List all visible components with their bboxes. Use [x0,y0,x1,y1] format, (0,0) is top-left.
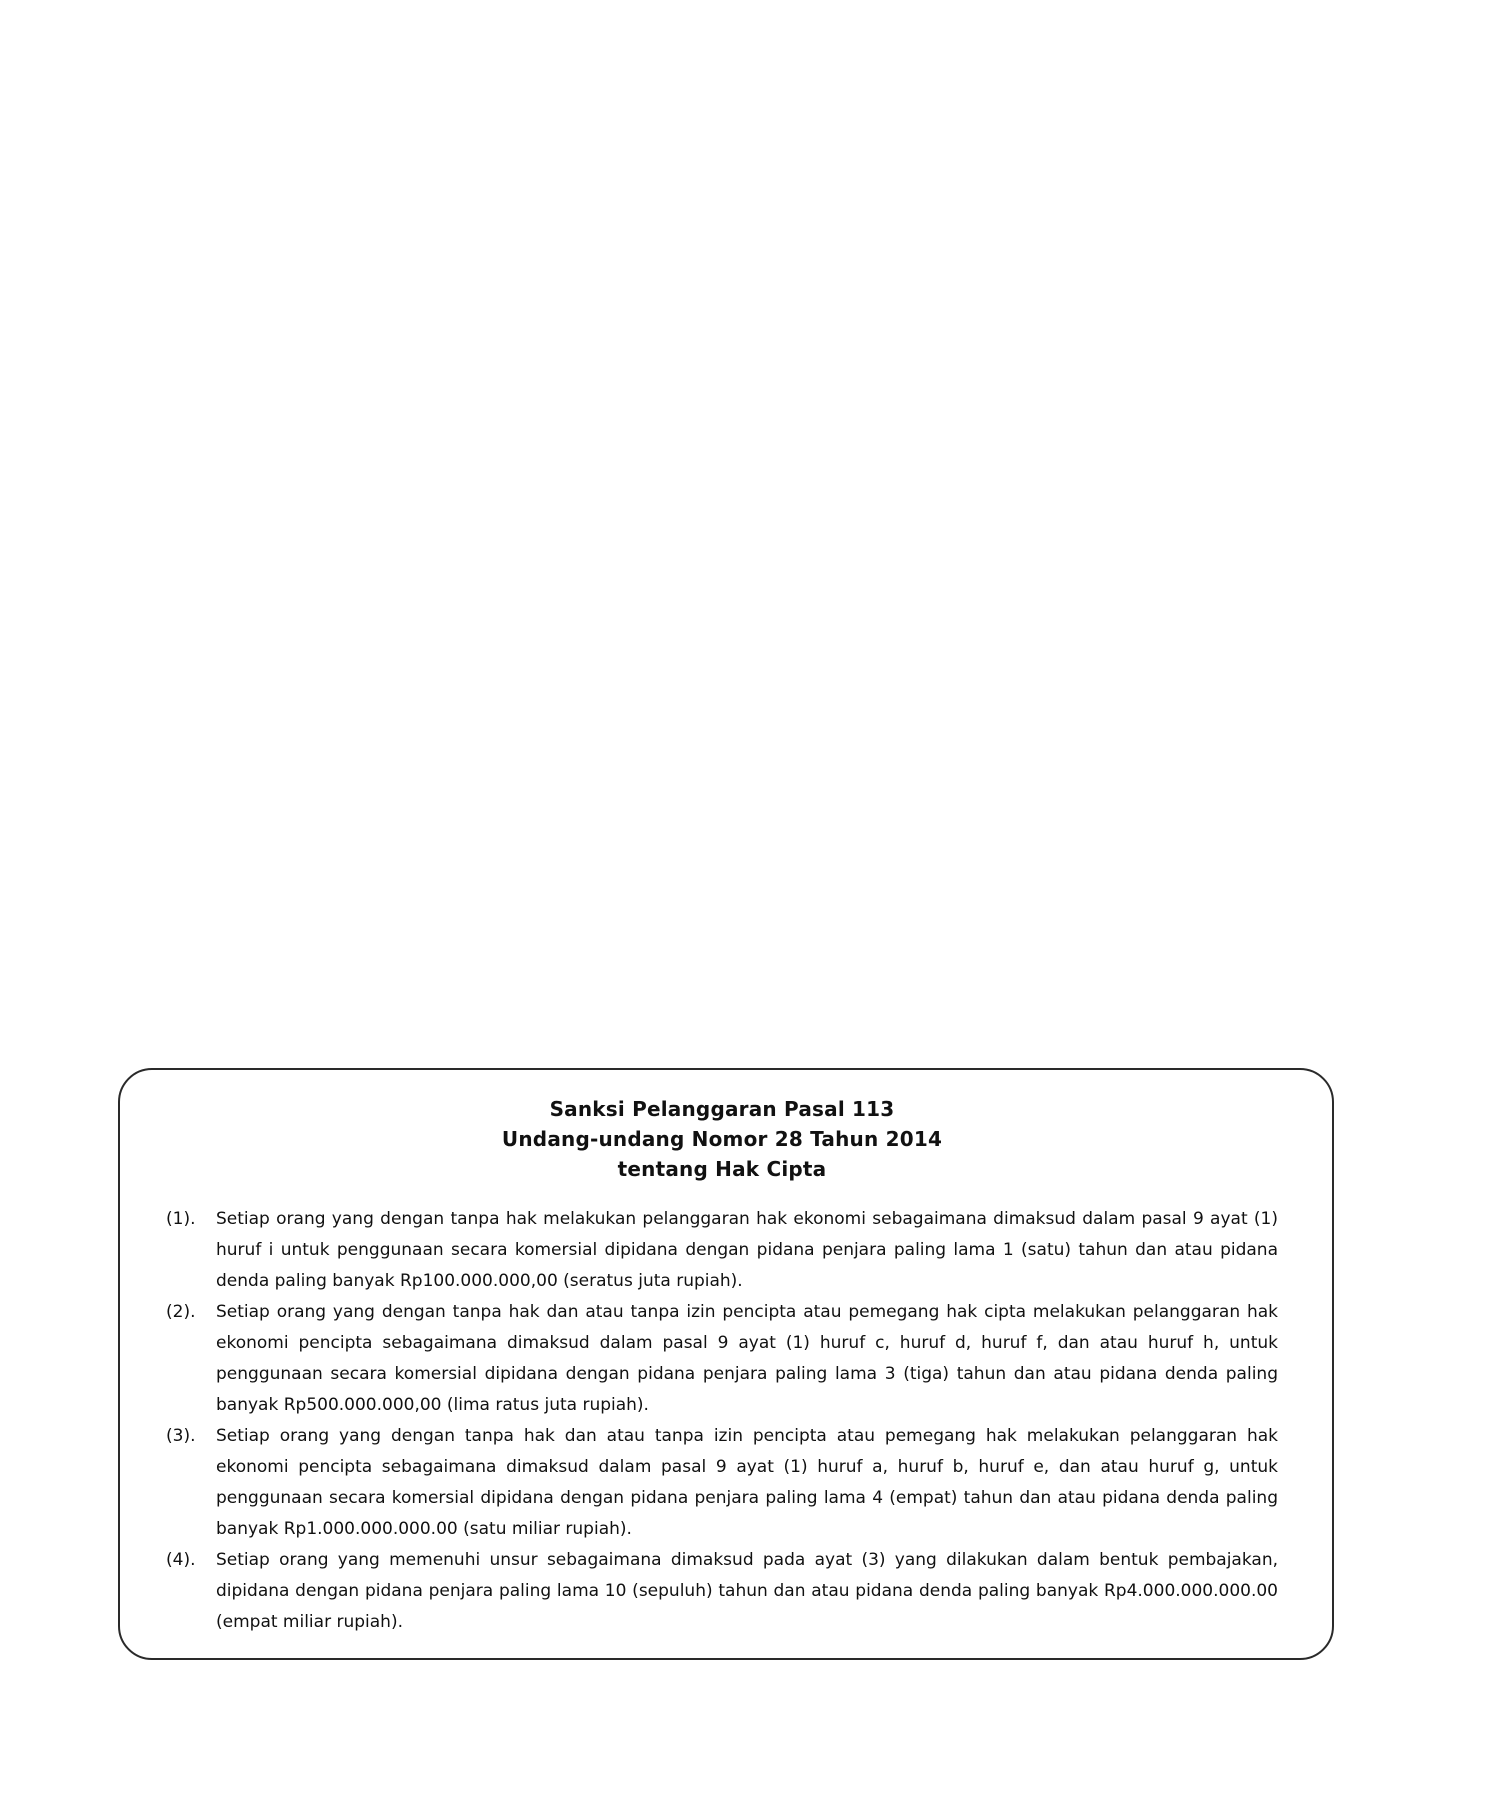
heading-line-3: tentang Hak Cipta [617,1157,827,1181]
heading-line-1: Sanksi Pelanggaran Pasal 113 [549,1097,895,1121]
clause-1 [166,1204,1278,1297]
clause-number: (3). [166,1426,196,1446]
heading-line-2: Undang-undang Nomor 28 Tahun 2014 [501,1127,943,1151]
clause-number: (2). [166,1302,196,1322]
clause-text: Setiap orang yang dengan tanpa hak dan atau tanpa izin pencipta atau pemegang hak cipta melakukan pelanggaran hak ekonomi pencipta sebagaimana dimaksud dalam pasal 9 ayat (1) huruf c, huruf d, huruf f, dan atau huruf h, untuk penggunaan secara komersial dipidana dengan pidana penjara paling lama 3 (tiga) tahun dan atau pidana denda paling banyak Rp500.000.000,00 (lima ratus juta rupiah). [216,1302,1278,1415]
copyright-sanction-box [118,1068,1334,1660]
clause-text: Setiap orang yang dengan tanpa hak melakukan pelanggaran hak ekonomi sebagaimana dimaksud dalam pasal 9 ayat (1) huruf i untuk penggunaan secara komersial dipidana dengan pidana penjara paling lama 1 (satu) tahun dan atau pidana denda paling banyak Rp100.000.000,00 (seratus juta rupiah). [216,1209,1278,1291]
clause-4 [166,1545,1278,1638]
clause-2 [166,1297,1278,1421]
clause-number: (1). [166,1209,196,1229]
sanction-heading [166,1094,1278,1184]
clause-text: Setiap orang yang dengan tanpa hak dan atau tanpa izin pencipta atau pemegang hak melakukan pelanggaran hak ekonomi pencipta sebagaimana dimaksud dalam pasal 9 ayat (1) huruf a, huruf b, huruf e, dan atau huruf g, untuk penggunaan secara komersial dipidana dengan pidana penjara paling lama 4 (empat) tahun dan atau pidana denda paling banyak Rp1.000.000.000.00 (satu miliar rupiah). [216,1426,1278,1539]
clause-list [166,1204,1278,1638]
clause-text: Setiap orang yang memenuhi unsur sebagaimana dimaksud pada ayat (3) yang dilakukan dalam bentuk pembajakan, dipidana dengan pidana penjara paling lama 10 (sepuluh) tahun dan atau pidana denda paling banyak Rp4.000.000.000.00 (empat miliar rupiah). [216,1550,1278,1632]
clause-number: (4). [166,1550,196,1570]
clause-3 [166,1421,1278,1545]
